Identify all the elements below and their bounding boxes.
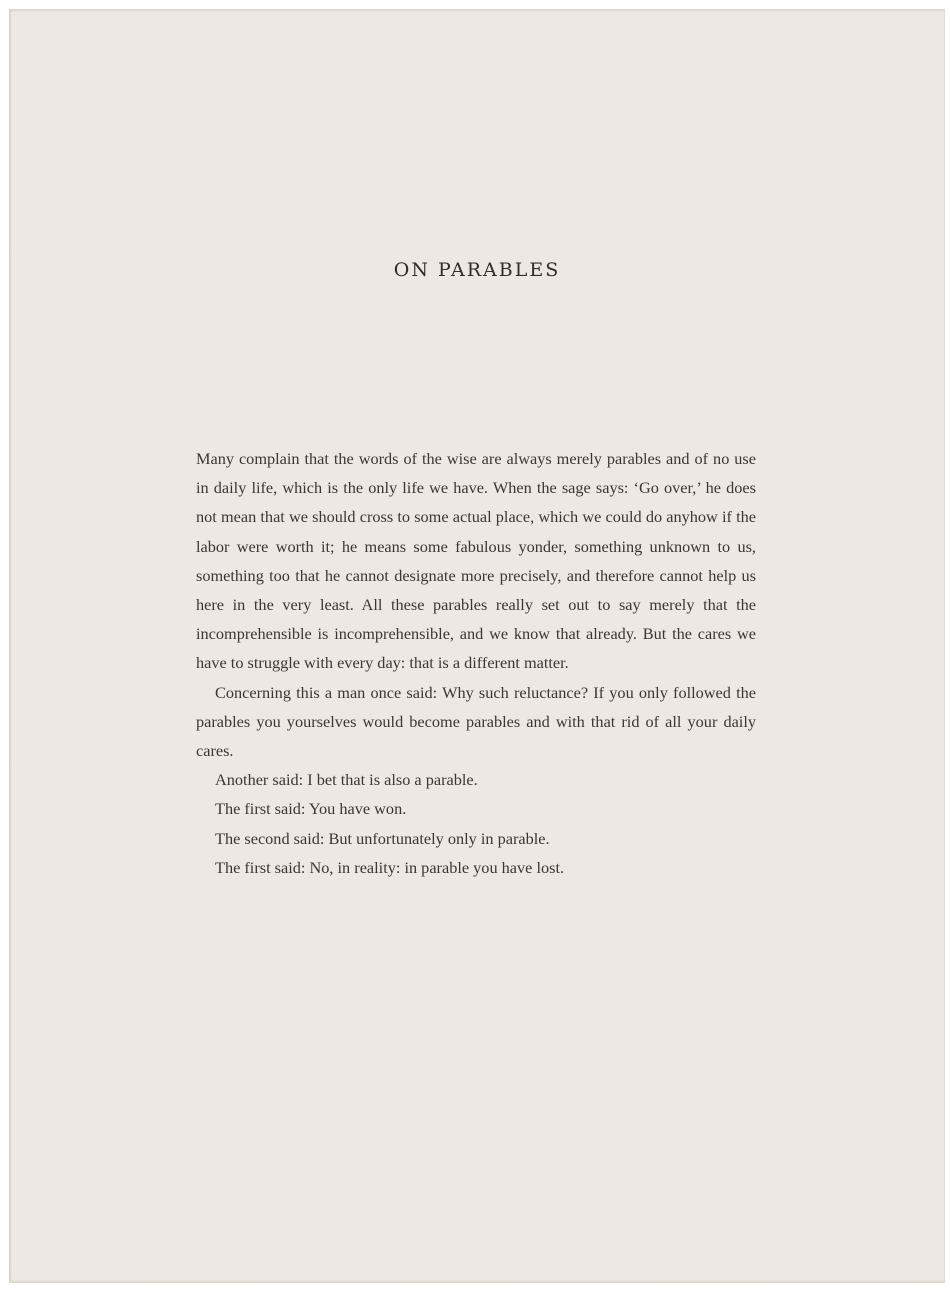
- paragraph-6: The first said: No, in reality: in parable you have lost.: [215, 857, 565, 877]
- paragraph-1: Many complain that the words of the wise are always merely parables and of no use in daily life, which is the only life we have. When the sage says: ‘Go over,’ he does not mean that we should cross to some actual place, which we could do anyhow if the labor were worth it; he means some fabulous yonder, something unknown to us, something too that he cannot designate more precisely, and therefore cannot help us here in the very least. All these parables really set out to say merely that the incomprehensible is incomprehensible, and we know that already. But the cares we have to struggle with every day: that is a different matter.: [196, 449, 756, 673]
- body-text: [196, 444, 756, 882]
- deckled-edge-top: [9, 9, 945, 13]
- paragraph-5: The second said: But unfortunately only in parable.: [215, 828, 550, 848]
- paragraph-3: Another said: I bet that is also a parable.: [215, 770, 478, 790]
- paragraph-4: The first said: You have won.: [215, 799, 407, 819]
- page-title: ON PARABLES: [393, 259, 561, 281]
- paper-sheet: [9, 9, 945, 1283]
- deckled-edge-left: [9, 9, 12, 1283]
- paragraph-2: Concerning this a man once said: Why such reluctance? If you only followed the parables you yourselves would become parables and with that rid of all your daily cares.: [196, 682, 756, 761]
- deckled-edge-bottom: [9, 1279, 945, 1283]
